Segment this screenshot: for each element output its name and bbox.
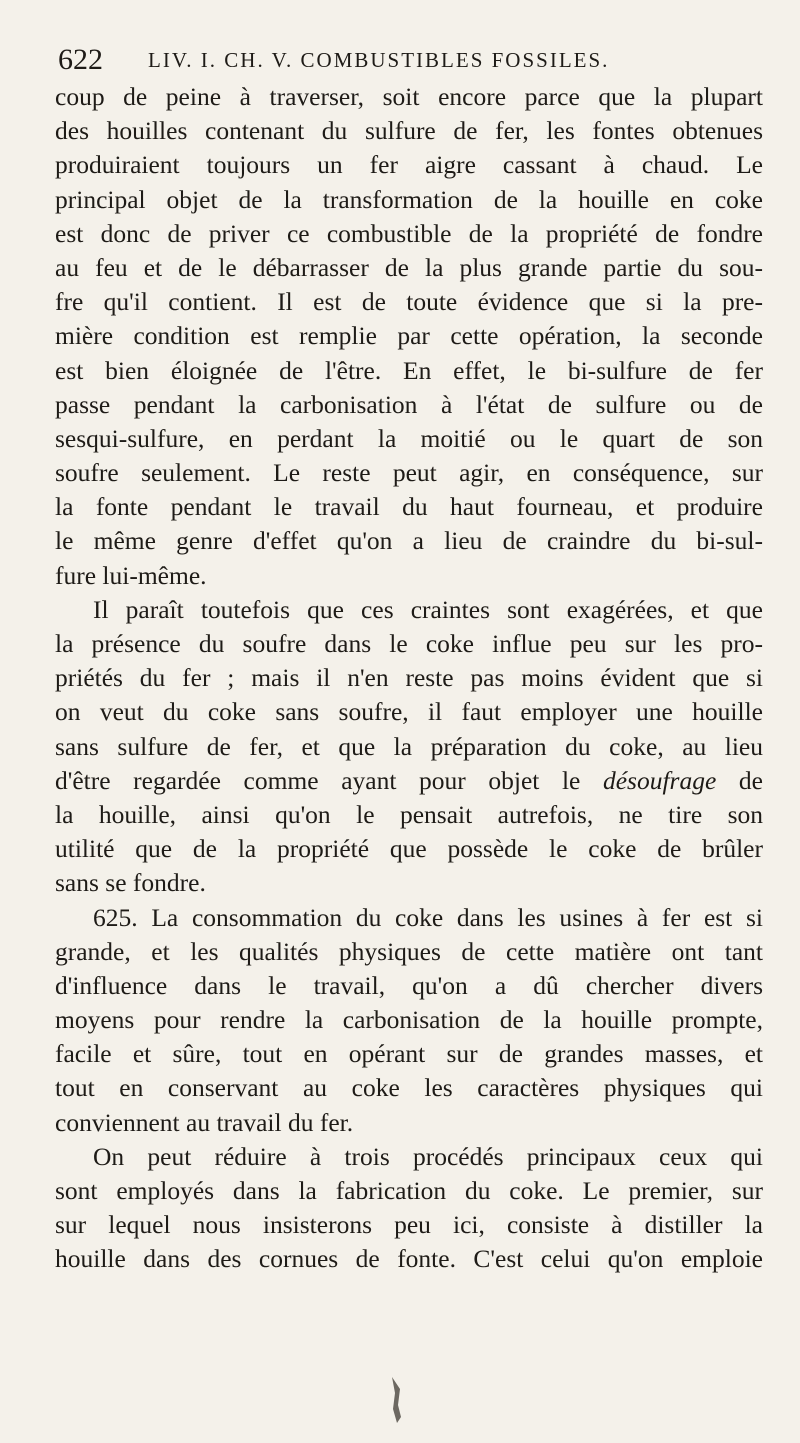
text-line: la houille, ainsi qu'on le pensait autrefois, ne tire son bbox=[55, 799, 763, 829]
paragraph-end-line: conviennent au travail du fer. bbox=[55, 1107, 354, 1137]
text-line: d'influence dans le travail, qu'on a dû chercher divers bbox=[55, 970, 763, 1000]
text-line: sans sulfure de fer, et que la préparation du coke, au lieu bbox=[55, 731, 763, 761]
text-line: la fonte pendant le travail du haut fourneau, et produire bbox=[55, 492, 763, 522]
running-head bbox=[58, 40, 742, 80]
paragraph-start-line: Il paraît toutefois que ces craintes sont exagérées, et que bbox=[93, 594, 763, 624]
paragraph-end-line: sans se fondre. bbox=[55, 868, 206, 898]
text-line: est bien éloignée de l'être. En effet, le bi-sulfure de fer bbox=[55, 355, 763, 385]
text-line: passe pendant la carbonisation à l'état de sulfure ou de bbox=[55, 389, 763, 419]
text-line: principal objet de la transformation de la houille en coke bbox=[55, 184, 763, 214]
text-segment: de bbox=[738, 765, 763, 795]
text-line: grande, et les qualités physiques de cette matière ont tant bbox=[55, 936, 763, 966]
text-line: sont employés dans la fabrication du coke. Le premier, sur bbox=[55, 1176, 763, 1205]
text-line: est donc de priver ce combustible de la propriété de fondre bbox=[55, 218, 763, 248]
text-line: la présence du soufre dans le coke influe peu sur les pro- bbox=[55, 629, 763, 658]
text-line: soufre seulement. Le reste peut agir, en conséquence, sur bbox=[55, 458, 763, 488]
text-line: coup de peine à traverser, soit encore parce que la plupart bbox=[55, 82, 763, 111]
text-line: au feu et de le débarrasser de la plus grande partie du sou- bbox=[55, 252, 763, 282]
text-line: moyens pour rendre la carbonisation de la houille prompte, bbox=[55, 1005, 763, 1035]
italic-term: désoufrage bbox=[602, 765, 717, 795]
text-line: sesqui-sulfure, en perdant la moitié ou le quart de son bbox=[55, 423, 763, 453]
text-line: priétés du fer ; mais il n'en reste pas moins évident que si bbox=[55, 663, 763, 693]
ink-mark-icon bbox=[388, 1375, 406, 1427]
paragraph-end-line: fure lui-même. bbox=[55, 560, 207, 590]
text-line: houille dans des cornues de fonte. C'est celui qu'on emploie bbox=[55, 1244, 763, 1274]
body-text bbox=[55, 80, 763, 1277]
text-line: produiraient toujours un fer aigre cassant à chaud. Le bbox=[55, 150, 763, 180]
text-segment: d'être regardée comme ayant pour objet le bbox=[55, 765, 581, 795]
text-line: facile et sûre, tout en opérant sur de grandes masses, et bbox=[55, 1039, 763, 1069]
text-line: mière condition est remplie par cette opération, la seconde bbox=[55, 321, 763, 351]
text-line: fre qu'il contient. Il est de toute évidence que si la pre- bbox=[55, 287, 763, 317]
page-number: 622 bbox=[58, 43, 103, 76]
chapter-header: LIV. I. CH. V. COMBUSTIBLES FOSSILES. bbox=[148, 48, 610, 72]
text-line-with-italic bbox=[55, 764, 763, 798]
numbered-paragraph-start: 625. La consommation du coke dans les usines à fer est si bbox=[93, 902, 763, 932]
text-line: sur lequel nous insisterons peu ici, consiste à distiller la bbox=[55, 1210, 763, 1240]
text-line: on veut du coke sans soufre, il faut employer une houille bbox=[55, 697, 763, 727]
text-line: des houilles contenant du sulfure de fer, les fontes obtenues bbox=[55, 116, 763, 146]
text-line: le même genre d'effet qu'on a lieu de craindre du bi-sul- bbox=[55, 526, 763, 556]
paragraph-start-line: On peut réduire à trois procédés principaux ceux qui bbox=[93, 1141, 763, 1171]
text-line: tout en conservant au coke les caractères physiques qui bbox=[55, 1073, 763, 1103]
text-line: utilité que de la propriété que possède le coke de brûler bbox=[55, 834, 763, 864]
